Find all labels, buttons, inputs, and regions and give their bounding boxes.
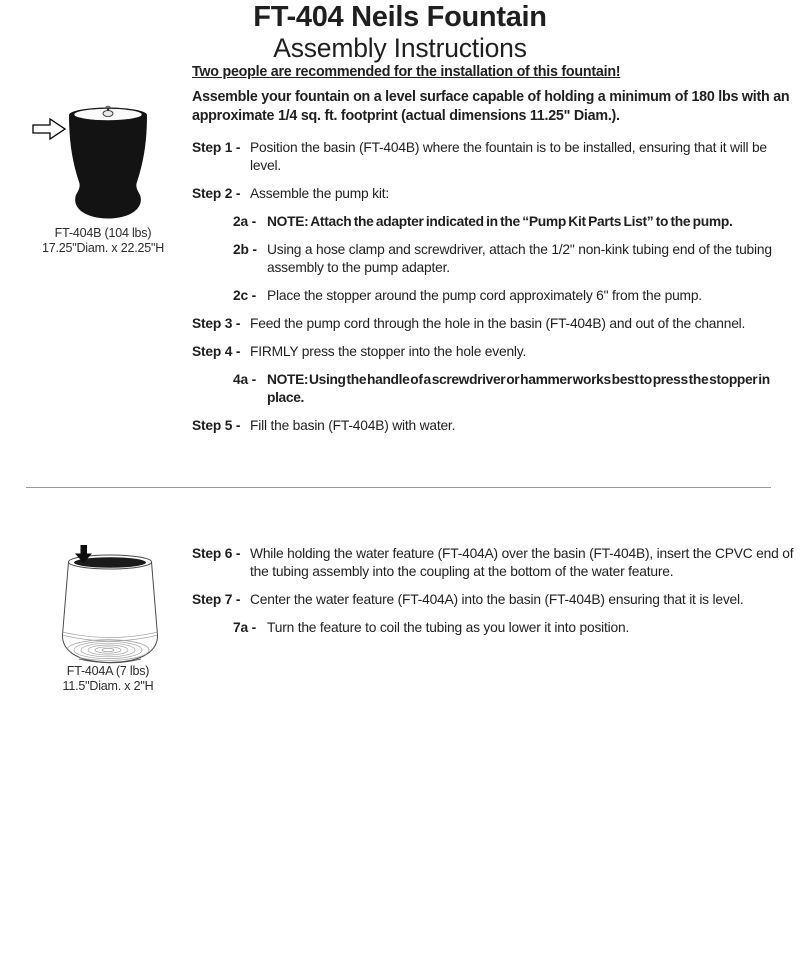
figure-basin	[28, 96, 178, 255]
water-feature-illustration	[33, 540, 183, 664]
step-label: Step 6 -	[192, 546, 241, 561]
step-label: 2a -	[233, 214, 256, 229]
figure-water-feature	[33, 540, 183, 693]
step-label: Step 3 -	[192, 316, 241, 331]
step-2b-row	[233, 241, 799, 277]
step-7-row	[192, 591, 799, 609]
step-text: While holding the water feature (FT-404A) over the basin (FT-404B), insert the CPVC end of the tubing assembly into the coupling at the bottom of the water feature.	[250, 546, 794, 579]
instructions-section-2	[192, 545, 799, 647]
page-subtitle: Assembly Instructions	[273, 33, 527, 63]
step-text: NOTE: Attach the adapter indicated in the “Pump Kit Parts List” to the pump.	[267, 214, 733, 229]
instructions-section-1	[192, 64, 799, 445]
step-text: Position the basin (FT-404B) where the fountain is to be installed, ensuring that it will be level.	[250, 140, 767, 173]
warning-line: Two people are recommended for the installation of this fountain!	[192, 64, 621, 80]
step-7a-row	[233, 619, 799, 637]
step-text: FIRMLY press the stopper into the hole evenly.	[250, 344, 527, 359]
step-label: Step 2 -	[192, 186, 241, 201]
step-1-row	[192, 139, 799, 175]
step-2c-row	[233, 287, 799, 305]
step-label: Step 1 -	[192, 140, 241, 155]
step-text: Feed the pump cord through the hole in the basin (FT-404B) and out of the channel.	[250, 316, 746, 331]
step-6-row	[192, 545, 799, 581]
step-3-row	[192, 315, 799, 333]
basin-model-label: FT-404B (104 lbs)	[54, 226, 152, 240]
step-label: 4a -	[233, 372, 256, 387]
section-divider	[26, 487, 771, 488]
feature-model-label: FT-404A (7 lbs)	[66, 664, 150, 678]
basin-size-label: 17.25"Diam. x 22.25"H	[41, 240, 165, 255]
step-text: Turn the feature to coil the tubing as you lower it into position.	[267, 620, 630, 635]
step-label: Step 5 -	[192, 418, 241, 433]
step-label: 7a -	[233, 620, 256, 635]
step-label: 2c -	[233, 288, 256, 303]
surface-note: Assemble your fountain on a level surface capable of holding a minimum of 180 lbs with an approximate 1/4 sq. ft. footprint (actual dimensions 11.25" Diam.).	[192, 89, 790, 124]
page-title: FT-404 Neils Fountain	[253, 1, 547, 33]
step-text: Assemble the pump kit:	[250, 186, 389, 201]
basin-illustration	[28, 96, 178, 226]
step-label: 2b -	[233, 242, 257, 257]
basin-vase	[69, 106, 147, 219]
step-4-row	[192, 343, 799, 361]
step-text: Fill the basin (FT-404B) with water.	[250, 418, 456, 433]
step-4a-row	[233, 371, 799, 407]
step-2-row	[192, 185, 799, 203]
step-2a-row	[233, 213, 799, 231]
step-text: Place the stopper around the pump cord approximately 6" from the pump.	[267, 288, 702, 303]
right-arrow-icon	[33, 119, 65, 139]
step-text: Center the water feature (FT-404A) into the basin (FT-404B) ensuring that it is level.	[250, 592, 744, 607]
step-5-row	[192, 417, 799, 435]
step-text: NOTE: Using the handle of a screwdriver or hammer works best to press the stopper in place.	[267, 372, 770, 405]
figure-feature-caption	[33, 664, 183, 693]
step-text: Using a hose clamp and screwdriver, attach the 1/2" non-kink tubing end of the tubing assembly to the pump adapter.	[267, 242, 772, 275]
step-label: Step 4 -	[192, 344, 241, 359]
figure-basin-caption	[28, 226, 178, 255]
page-header	[0, 1, 800, 63]
step-label: Step 7 -	[192, 592, 241, 607]
feature-vase	[62, 555, 158, 663]
feature-size-label: 11.5"Diam. x 2"H	[62, 678, 154, 693]
